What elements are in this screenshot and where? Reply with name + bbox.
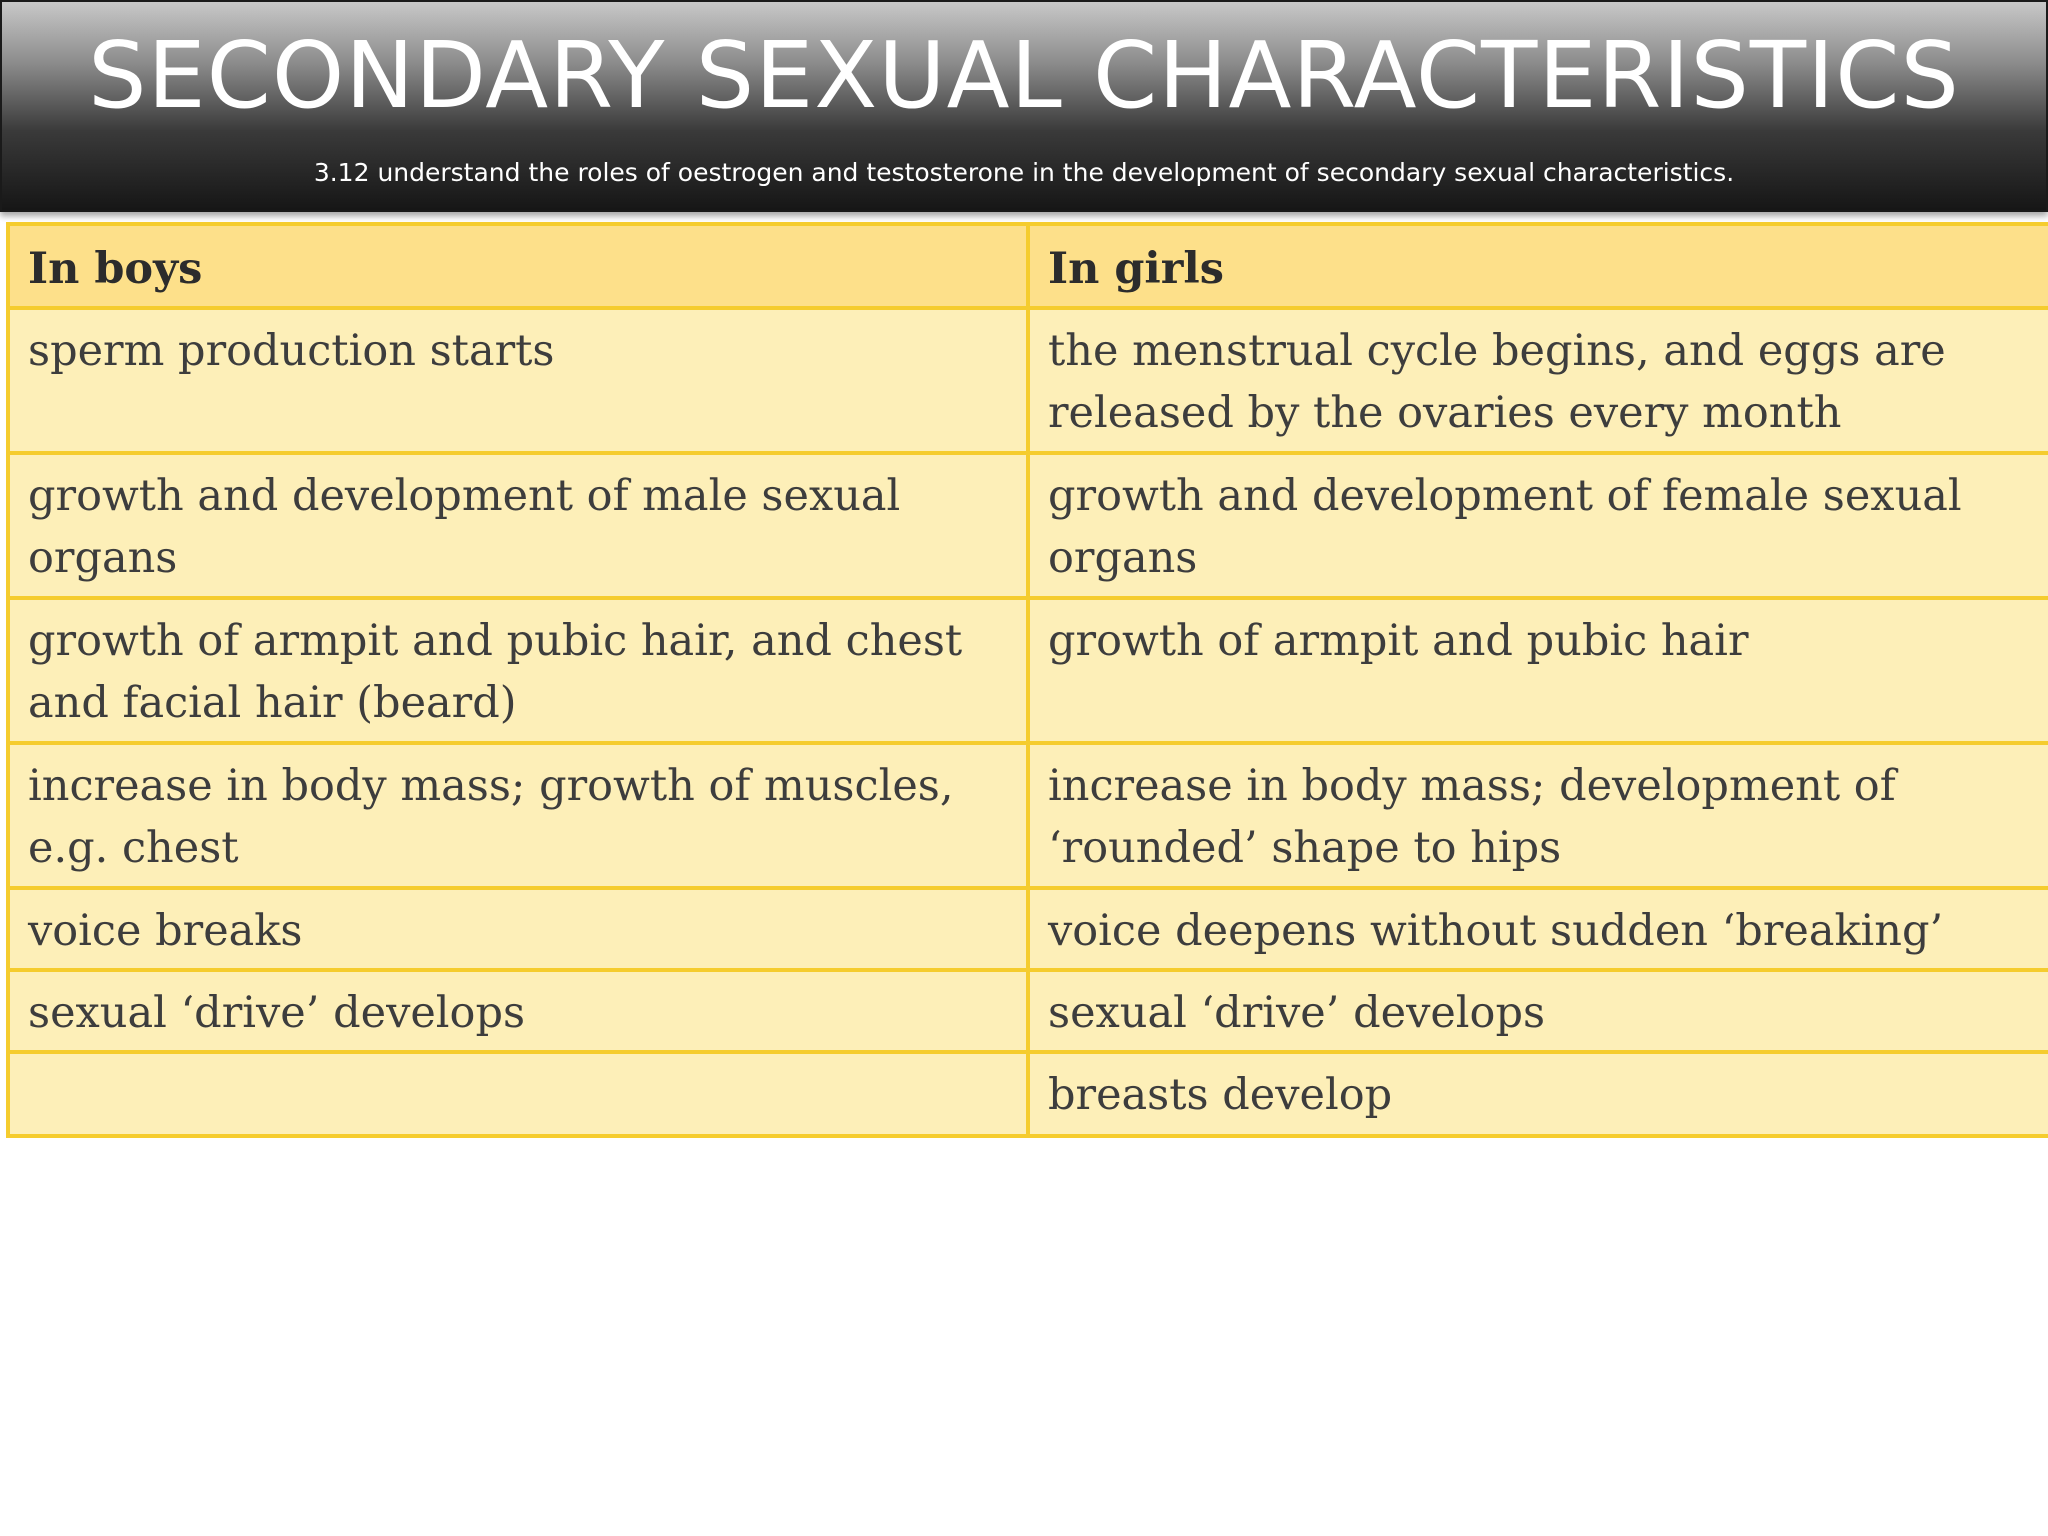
characteristics-table — [6, 222, 2048, 1138]
table-row — [8, 1052, 2048, 1136]
cell-boys: increase in body mass; growth of muscles, e.g. chest — [8, 743, 1028, 888]
cell-boys-empty — [8, 1052, 1028, 1136]
slide-subtitle: 3.12 understand the roles of oestrogen and testosterone in the development of secondary sexual characteristics. — [313, 158, 1735, 187]
cell-girls: growth of armpit and pubic hair — [1028, 598, 2048, 743]
cell-boys: growth of armpit and pubic hair, and chest and facial hair (beard) — [8, 598, 1028, 743]
table-row — [8, 970, 2048, 1052]
cell-boys: growth and development of male sexual organs — [8, 453, 1028, 598]
cell-boys: sexual ‘drive’ develops — [8, 970, 1028, 1052]
cell-boys: voice breaks — [8, 888, 1028, 970]
table-row — [8, 453, 2048, 598]
table-header-row — [8, 224, 2048, 308]
characteristics-table-container — [6, 222, 2048, 1134]
cell-girls: growth and development of female sexual organs — [1028, 453, 2048, 598]
cell-girls: increase in body mass; development of ‘rounded’ shape to hips — [1028, 743, 2048, 888]
header-girls: In girls — [1028, 224, 2048, 308]
table-row — [8, 308, 2048, 453]
cell-girls: the menstrual cycle begins, and eggs are released by the ovaries every month — [1028, 308, 2048, 453]
table-row — [8, 598, 2048, 743]
header-boys: In boys — [8, 224, 1028, 308]
cell-boys: sperm production starts — [8, 308, 1028, 453]
table-row — [8, 888, 2048, 970]
cell-girls: breasts develop — [1028, 1052, 2048, 1136]
cell-girls: sexual ‘drive’ develops — [1028, 970, 2048, 1052]
table-row — [8, 743, 2048, 888]
title-banner — [0, 0, 2048, 212]
slide-title: SECONDARY SEXUAL CHARACTERISTICS — [88, 22, 1960, 129]
cell-girls: voice deepens without sudden ‘breaking’ — [1028, 888, 2048, 970]
